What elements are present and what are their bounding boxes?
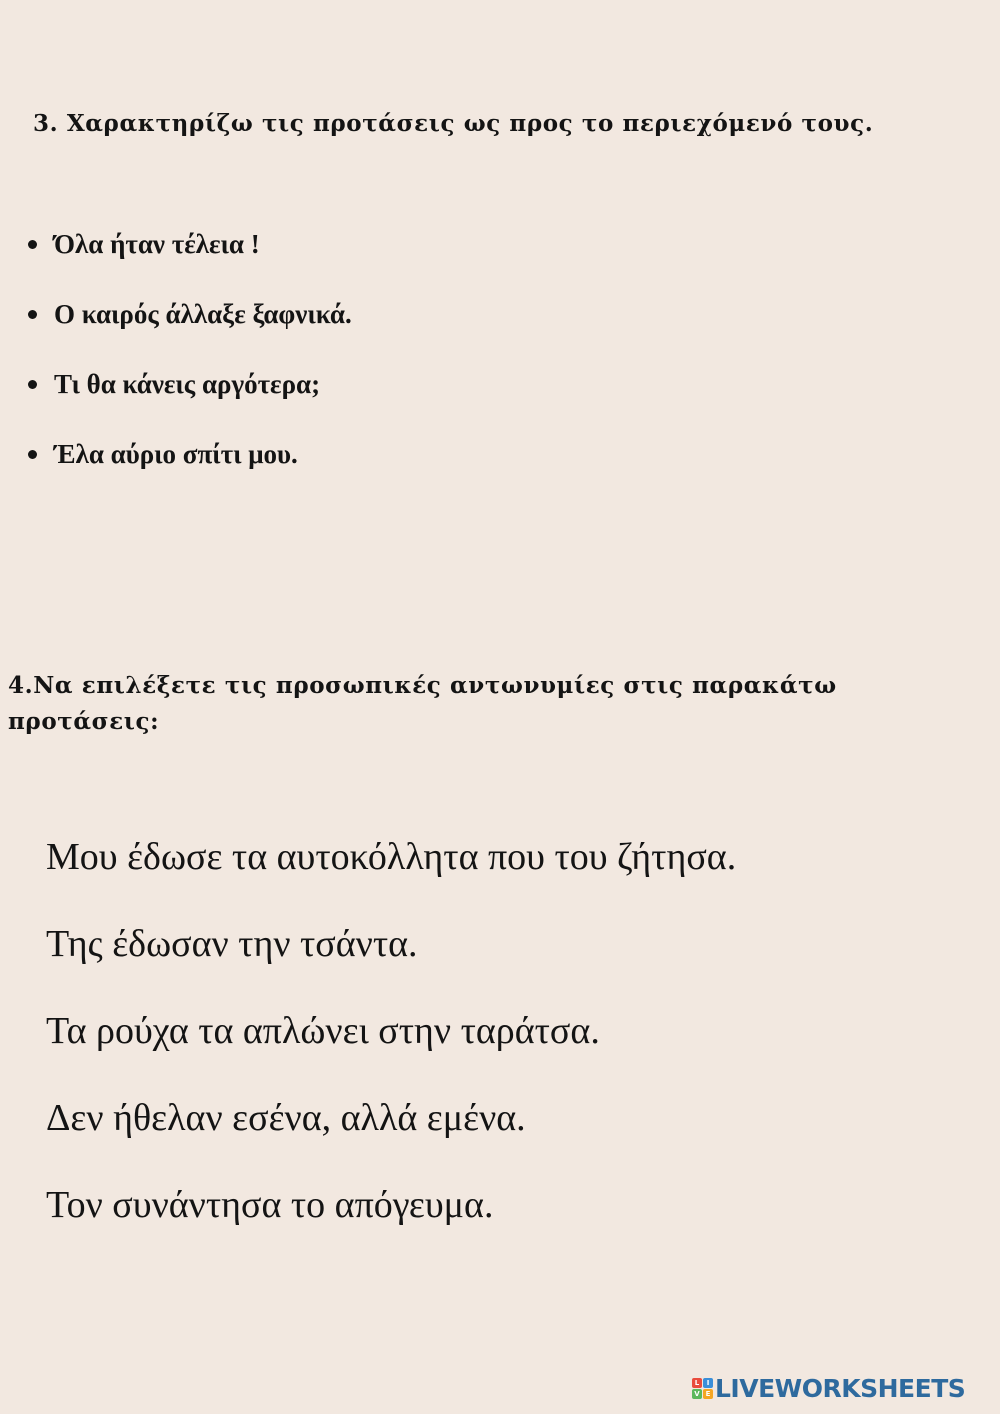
bullet-icon: [28, 240, 37, 249]
section-3-title: 3. Χαρακτηρίζω τις προτάσεις ως προς το περιεχόμενό τους.: [33, 110, 874, 137]
list-item-text: Τι θα κάνεις αργότερα;: [54, 369, 321, 399]
bullet-icon: [28, 450, 37, 459]
bullet-icon: [28, 380, 37, 389]
sentence[interactable]: Δεν ήθελαν εσένα, αλλά εμένα.: [46, 1097, 526, 1139]
logo-square: I: [703, 1378, 713, 1388]
section-4-title: 4.Να επιλέξετε τις προσωπικές αντωνυμίες στις παρακάτω προτάσεις:: [8, 672, 837, 735]
logo-square: L: [692, 1378, 702, 1388]
list-item-text: Ο καιρός άλλαξε ξαφνικά.: [54, 299, 352, 329]
list-item: [28, 296, 352, 366]
sentence[interactable]: Τον συνάντησα το απόγευμα.: [46, 1184, 494, 1226]
section-3-list: [28, 226, 352, 506]
logo-square: E: [703, 1389, 713, 1399]
list-item: [28, 226, 352, 296]
sentence[interactable]: Μου έδωσε τα αυτοκόλλητα που του ζήτησα.: [46, 836, 737, 878]
sentence[interactable]: Τα ρούχα τα απλώνει στην ταράτσα.: [46, 1010, 600, 1052]
list-item-text: Έλα αύριο σπίτι μου.: [54, 439, 298, 469]
logo-text: LIVEWORKSHEETS: [715, 1374, 966, 1403]
bullet-icon: [28, 310, 37, 319]
liveworksheets-logo: [692, 1374, 965, 1403]
list-item: [28, 436, 352, 506]
sentence[interactable]: Της έδωσαν την τσάντα.: [46, 923, 418, 965]
logo-squares-icon: [692, 1378, 713, 1399]
list-item-text: Όλα ήταν τέλεια !: [54, 229, 260, 259]
section-4-sentences: [46, 834, 736, 1269]
list-item: [28, 366, 352, 436]
logo-square: V: [692, 1389, 702, 1399]
